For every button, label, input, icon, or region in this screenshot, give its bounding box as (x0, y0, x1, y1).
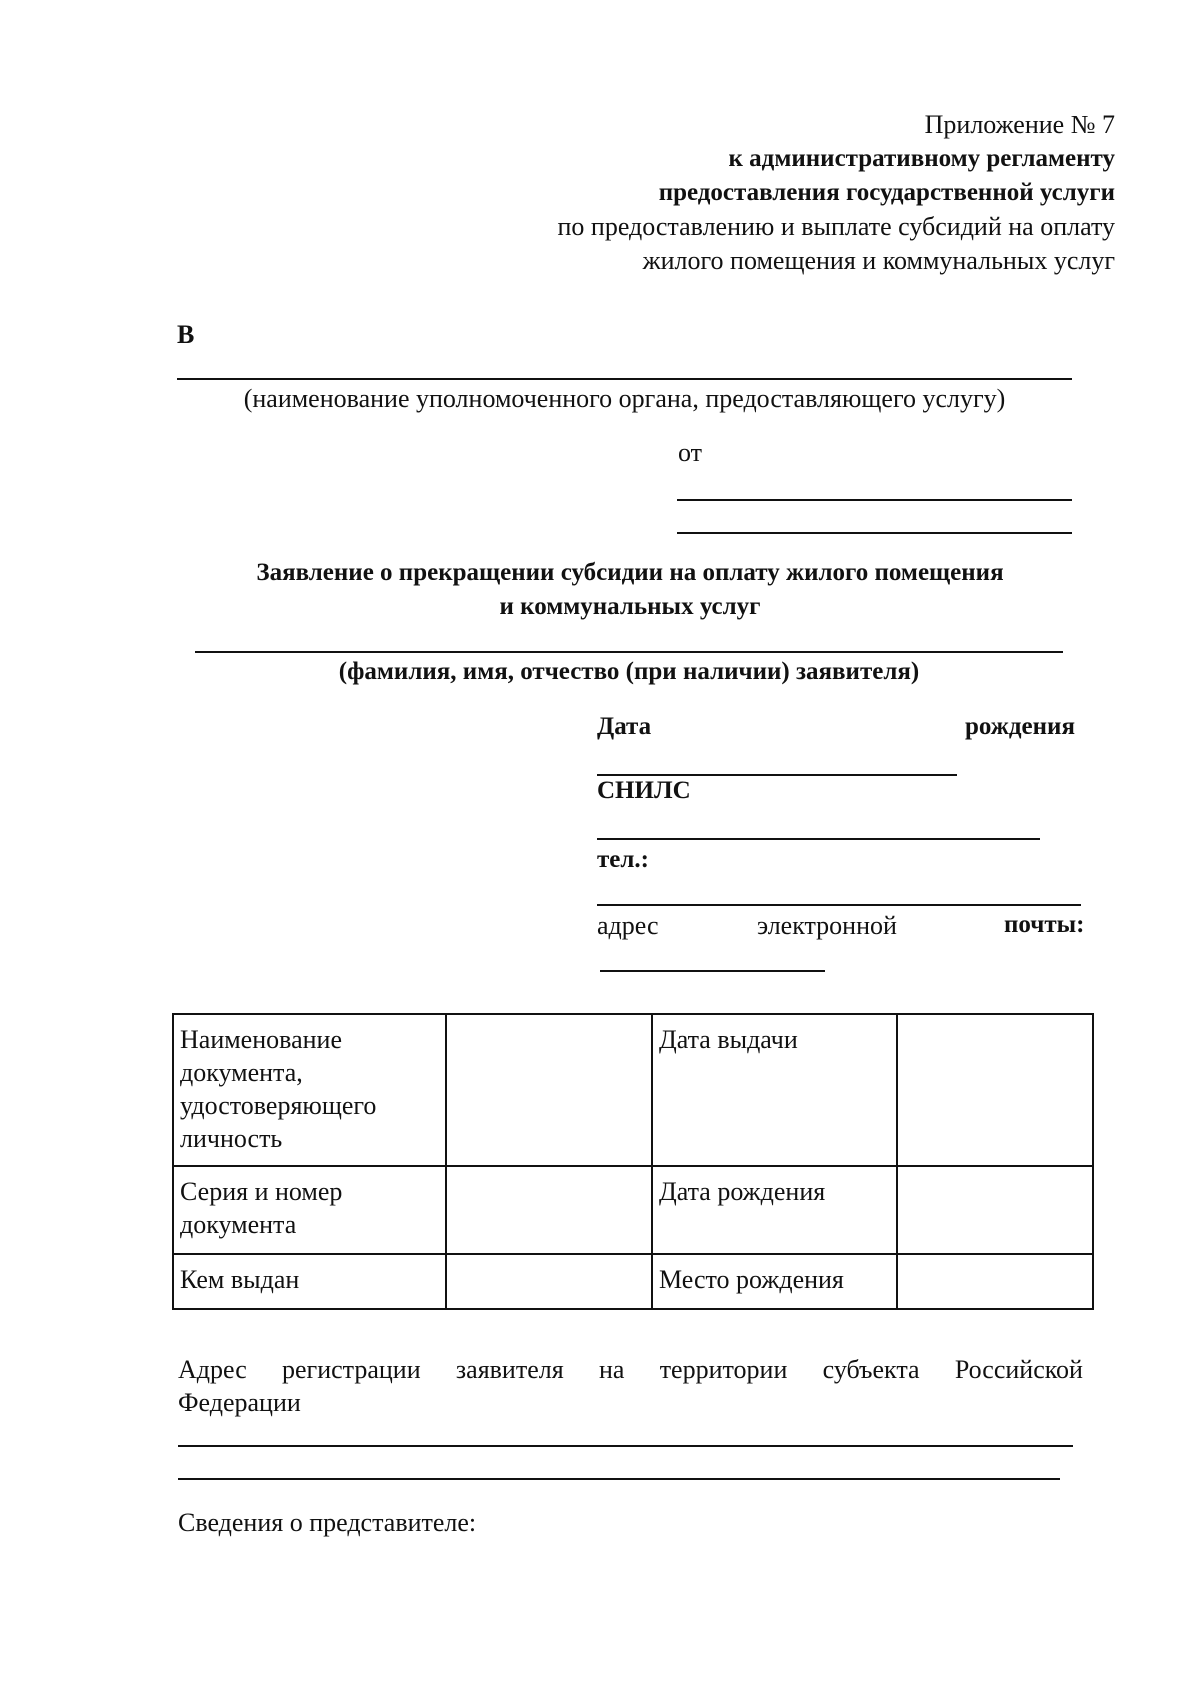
from-label: от (678, 438, 703, 467)
representative-label: Сведения о представителе: (178, 1508, 477, 1537)
snils-label: СНИЛС (597, 777, 691, 804)
registration-word: Российской (954, 1355, 1083, 1384)
from-line-1[interactable] (677, 499, 1072, 501)
recipient-line[interactable] (177, 378, 1072, 380)
birth-date-line[interactable] (597, 774, 957, 776)
registration-text-line-2: Федерации (178, 1388, 301, 1417)
table-row (173, 1014, 1093, 1166)
table-cell-value[interactable] (897, 1014, 1093, 1166)
table-cell-label: Серия и номер документа (173, 1166, 446, 1254)
registration-text-line-1 (178, 1355, 1083, 1385)
table-cell-value[interactable] (897, 1166, 1093, 1254)
email-label-3: почты: (1004, 911, 1085, 938)
birth-date-label: Дата (597, 713, 652, 740)
phone-line[interactable] (597, 904, 1081, 906)
table-cell-label: Кем выдан (173, 1254, 446, 1309)
registration-word: субъекта (822, 1355, 920, 1384)
title-line: Заявление о прекращении субсидии на оплату жилого помещения (256, 559, 1004, 586)
recipient-caption: (наименование уполномоченного органа, предоставляющего услугу) (243, 384, 1006, 413)
table-cell-value[interactable] (446, 1254, 652, 1309)
appendix-header (557, 108, 1115, 278)
registration-word: на (598, 1355, 625, 1384)
registration-word: Адрес (178, 1355, 247, 1384)
appendix-line: к административному регламенту (728, 145, 1115, 172)
registration-line-2[interactable] (178, 1478, 1060, 1480)
registration-word: регистрации (282, 1355, 421, 1384)
email-line[interactable] (600, 970, 825, 972)
title-line: и коммунальных услуг (499, 593, 761, 620)
document-title (180, 556, 1080, 624)
birth-date-label-2: рождения (965, 713, 1075, 740)
appendix-line: по предоставлению и выплате субсидий на оплату (557, 212, 1115, 241)
table-cell-value[interactable] (446, 1014, 652, 1166)
table-row (173, 1254, 1093, 1309)
table-cell-label: Дата выдачи (652, 1014, 897, 1166)
table-cell-label: Наименование документа, удостоверяющего личность (173, 1014, 446, 1166)
appendix-number: Приложение № 7 (924, 110, 1115, 139)
table-row (173, 1166, 1093, 1254)
table-cell-value[interactable] (446, 1166, 652, 1254)
snils-line[interactable] (597, 838, 1040, 840)
applicant-name-line[interactable] (195, 651, 1063, 653)
from-line-2[interactable] (677, 532, 1072, 534)
appendix-line: предоставления государственной услуги (658, 179, 1115, 206)
phone-label: тел.: (597, 846, 649, 873)
appendix-line: жилого помещения и коммунальных услуг (642, 246, 1115, 275)
table-cell-value[interactable] (897, 1254, 1093, 1309)
email-label-2: электронной (757, 911, 897, 940)
id-document-table (172, 1013, 1094, 1310)
email-label-1: адрес (597, 911, 659, 940)
registration-word: заявителя (455, 1355, 564, 1384)
registration-line-1[interactable] (178, 1445, 1073, 1447)
table-cell-label: Место рождения (652, 1254, 897, 1309)
applicant-name-caption: (фамилия, имя, отчество (при наличии) заявителя) (338, 658, 920, 685)
registration-word: территории (659, 1355, 788, 1384)
recipient-prefix: В (177, 320, 195, 349)
table-cell-label: Дата рождения (652, 1166, 897, 1254)
